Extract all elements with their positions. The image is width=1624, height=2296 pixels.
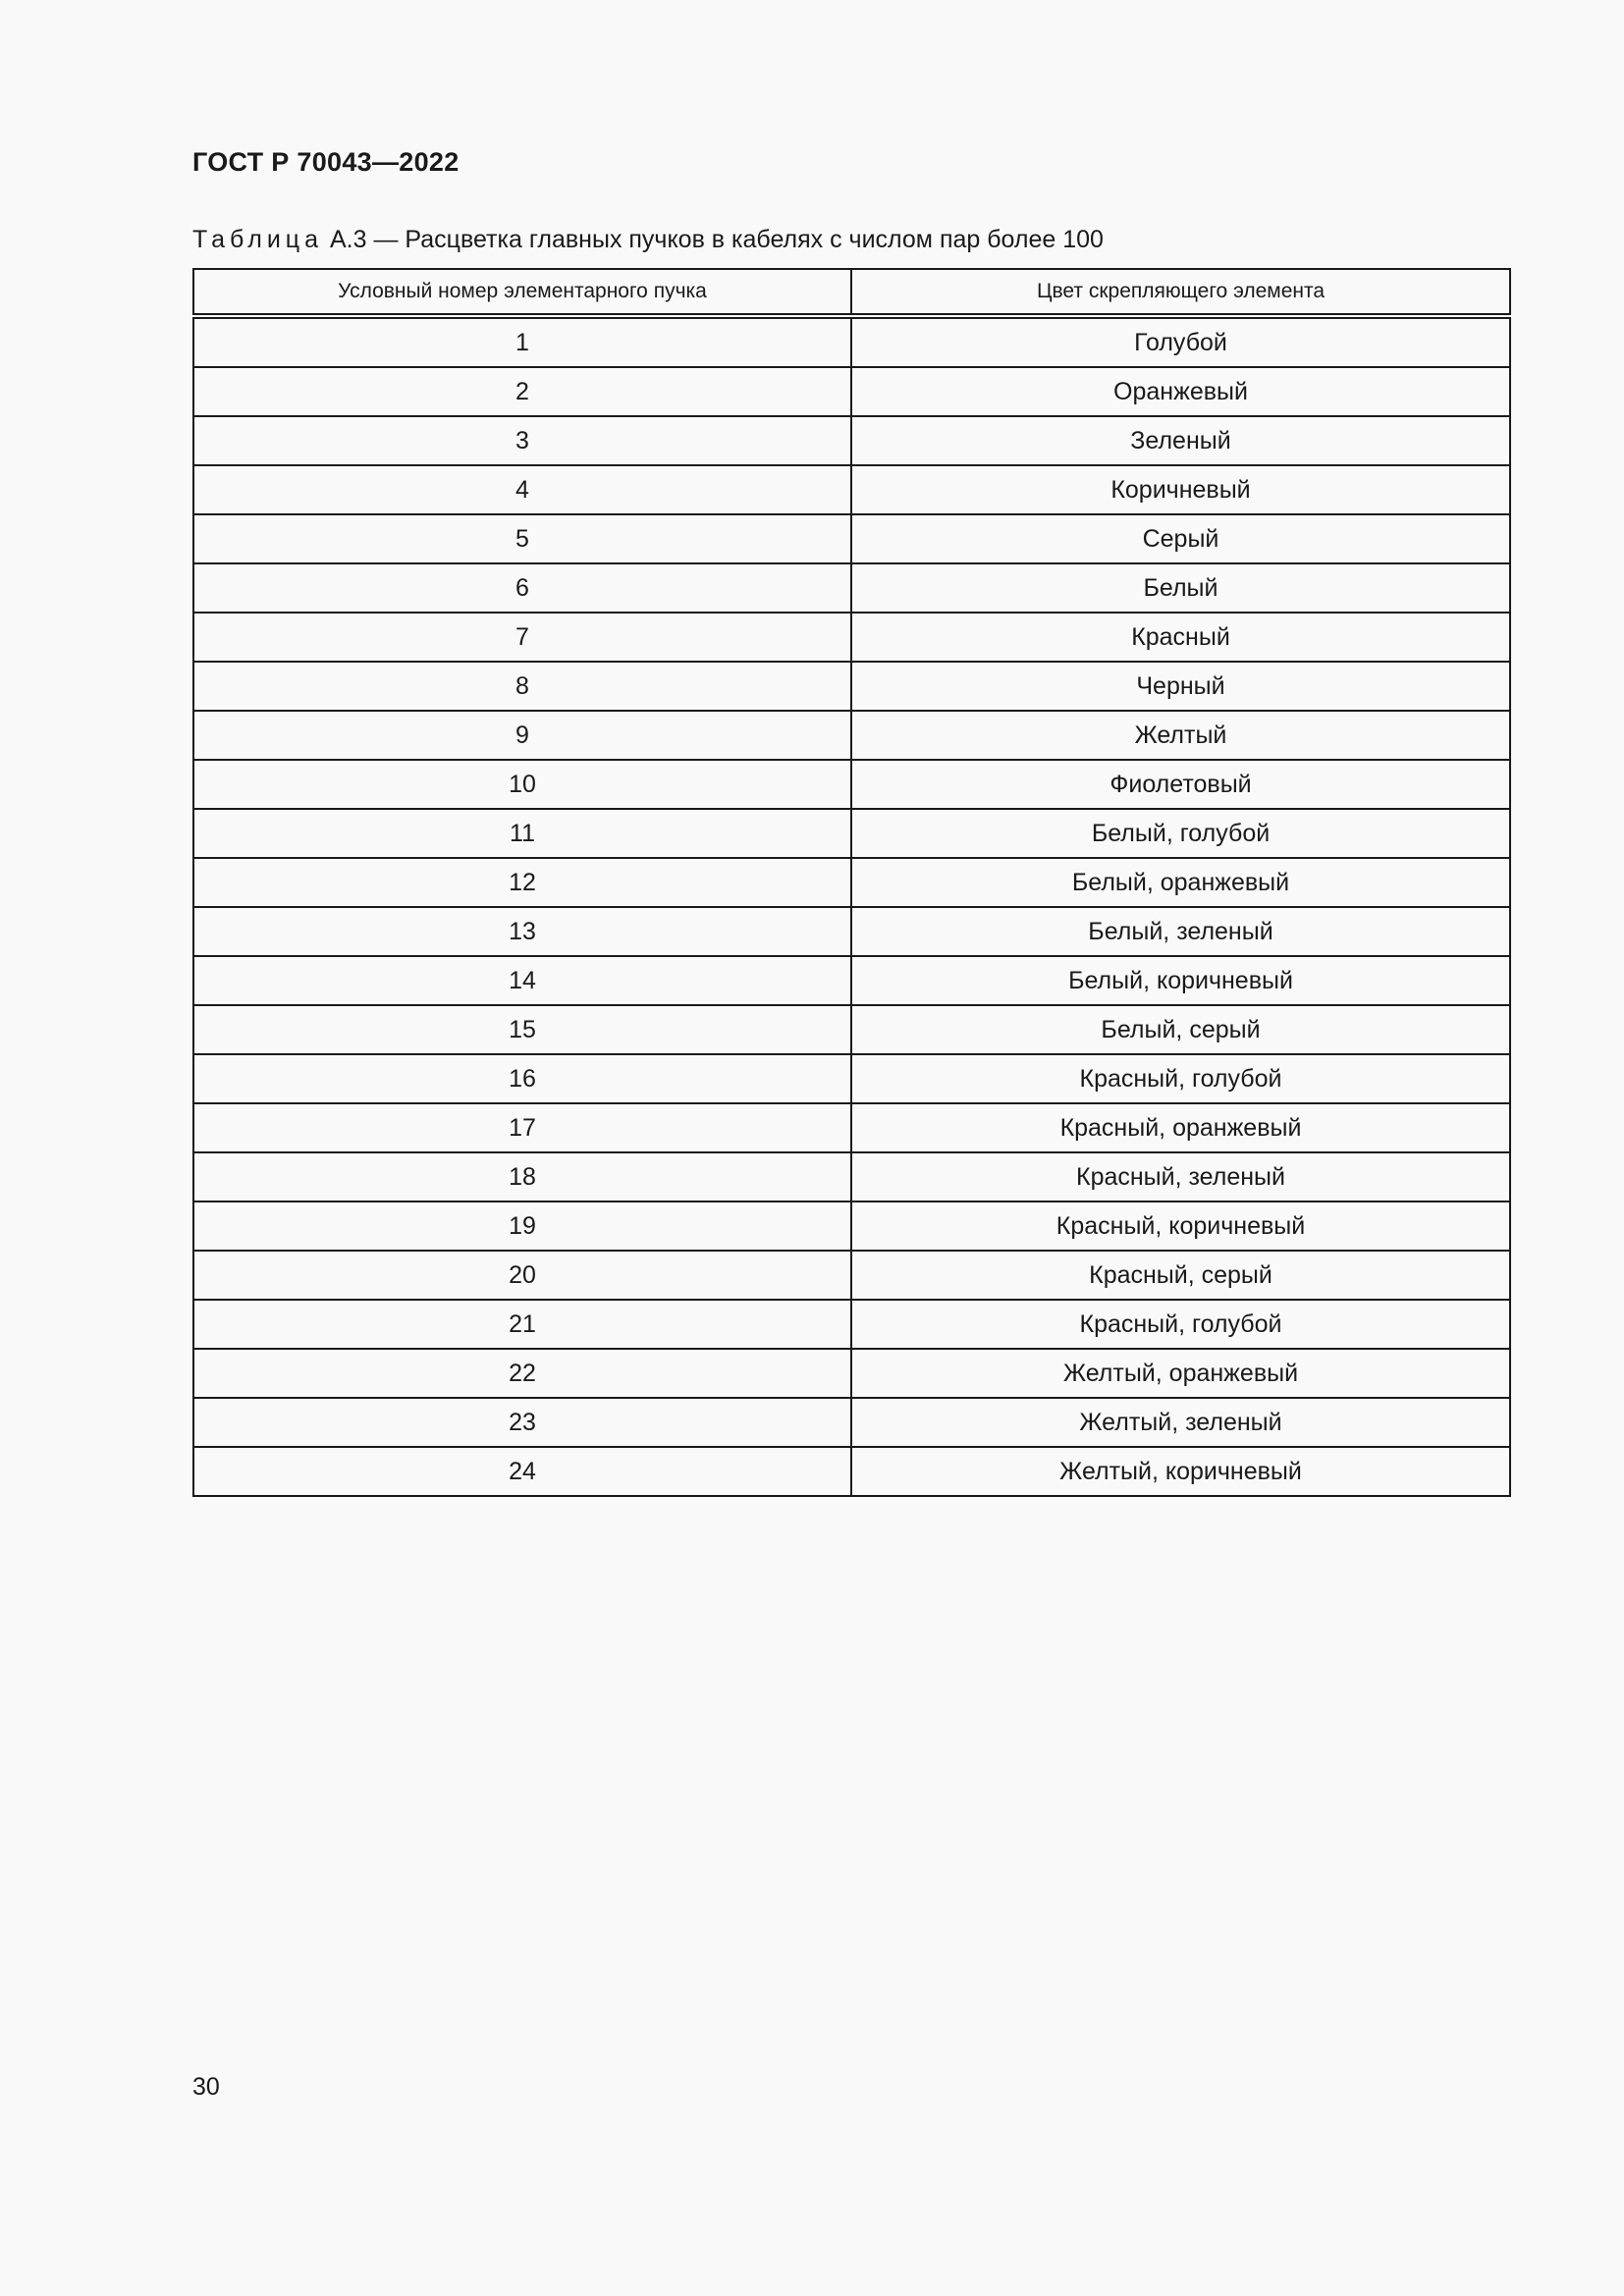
cell-bundle-number: 6: [193, 563, 851, 613]
cell-binder-color: Желтый, зеленый: [851, 1398, 1510, 1447]
table-caption-prefix: Таблица: [192, 226, 324, 253]
cell-binder-color: Красный, голубой: [851, 1300, 1510, 1349]
table-row: [193, 956, 1510, 1005]
cell-bundle-number: 16: [193, 1054, 851, 1103]
table-header-row: [193, 269, 1510, 316]
cell-binder-color: Желтый, оранжевый: [851, 1349, 1510, 1398]
table-row: [193, 367, 1510, 416]
table-row: [193, 858, 1510, 907]
cell-binder-color: Красный: [851, 613, 1510, 662]
page-number: 30: [192, 2073, 220, 2101]
cell-bundle-number: 10: [193, 760, 851, 809]
color-table: [192, 268, 1511, 1497]
table-row: [193, 416, 1510, 465]
table-row: [193, 1054, 1510, 1103]
table-row: [193, 1349, 1510, 1398]
table-row: [193, 465, 1510, 514]
table-row: [193, 1103, 1510, 1152]
cell-bundle-number: 15: [193, 1005, 851, 1054]
cell-bundle-number: 9: [193, 711, 851, 760]
cell-binder-color: Белый, голубой: [851, 809, 1510, 858]
cell-binder-color: Красный, оранжевый: [851, 1103, 1510, 1152]
cell-binder-color: Коричневый: [851, 465, 1510, 514]
table-row: [193, 1398, 1510, 1447]
cell-bundle-number: 14: [193, 956, 851, 1005]
cell-binder-color: Белый, коричневый: [851, 956, 1510, 1005]
table-caption: [192, 226, 1104, 254]
cell-bundle-number: 3: [193, 416, 851, 465]
cell-binder-color: Белый, серый: [851, 1005, 1510, 1054]
cell-binder-color: Фиолетовый: [851, 760, 1510, 809]
cell-binder-color: Желтый: [851, 711, 1510, 760]
cell-binder-color: Красный, серый: [851, 1251, 1510, 1300]
table-row: [193, 711, 1510, 760]
cell-bundle-number: 20: [193, 1251, 851, 1300]
cell-binder-color: Черный: [851, 662, 1510, 711]
column-header-color: Цвет скрепляющего элемента: [851, 269, 1510, 316]
cell-bundle-number: 18: [193, 1152, 851, 1201]
table-row: [193, 1152, 1510, 1201]
cell-bundle-number: 19: [193, 1201, 851, 1251]
cell-bundle-number: 24: [193, 1447, 851, 1496]
table-row: [193, 1251, 1510, 1300]
cell-binder-color: Красный, зеленый: [851, 1152, 1510, 1201]
column-header-number: Условный номер элементарного пучка: [193, 269, 851, 316]
table-row: [193, 316, 1510, 367]
cell-bundle-number: 22: [193, 1349, 851, 1398]
cell-bundle-number: 5: [193, 514, 851, 563]
cell-binder-color: Красный, коричневый: [851, 1201, 1510, 1251]
document-standard-id: ГОСТ Р 70043—2022: [192, 147, 460, 177]
cell-bundle-number: 11: [193, 809, 851, 858]
cell-binder-color: Зеленый: [851, 416, 1510, 465]
table-row: [193, 1447, 1510, 1496]
cell-binder-color: Белый: [851, 563, 1510, 613]
cell-bundle-number: 7: [193, 613, 851, 662]
cell-binder-color: Голубой: [851, 316, 1510, 367]
table-caption-text: А.3 — Расцветка главных пучков в кабелях с числом пар более 100: [329, 226, 1104, 253]
cell-binder-color: Серый: [851, 514, 1510, 563]
table-row: [193, 1201, 1510, 1251]
table-row: [193, 613, 1510, 662]
table-body: [193, 316, 1510, 1496]
table-row: [193, 760, 1510, 809]
cell-bundle-number: 4: [193, 465, 851, 514]
cell-binder-color: Белый, оранжевый: [851, 858, 1510, 907]
cell-bundle-number: 13: [193, 907, 851, 956]
cell-bundle-number: 1: [193, 316, 851, 367]
table-row: [193, 809, 1510, 858]
cell-bundle-number: 12: [193, 858, 851, 907]
table-row: [193, 514, 1510, 563]
table-row: [193, 1300, 1510, 1349]
cell-binder-color: Желтый, коричневый: [851, 1447, 1510, 1496]
cell-bundle-number: 8: [193, 662, 851, 711]
cell-binder-color: Оранжевый: [851, 367, 1510, 416]
cell-bundle-number: 17: [193, 1103, 851, 1152]
table-row: [193, 662, 1510, 711]
table-row: [193, 563, 1510, 613]
table-row: [193, 907, 1510, 956]
cell-bundle-number: 21: [193, 1300, 851, 1349]
cell-binder-color: Красный, голубой: [851, 1054, 1510, 1103]
cell-bundle-number: 2: [193, 367, 851, 416]
cell-bundle-number: 23: [193, 1398, 851, 1447]
table-row: [193, 1005, 1510, 1054]
cell-binder-color: Белый, зеленый: [851, 907, 1510, 956]
